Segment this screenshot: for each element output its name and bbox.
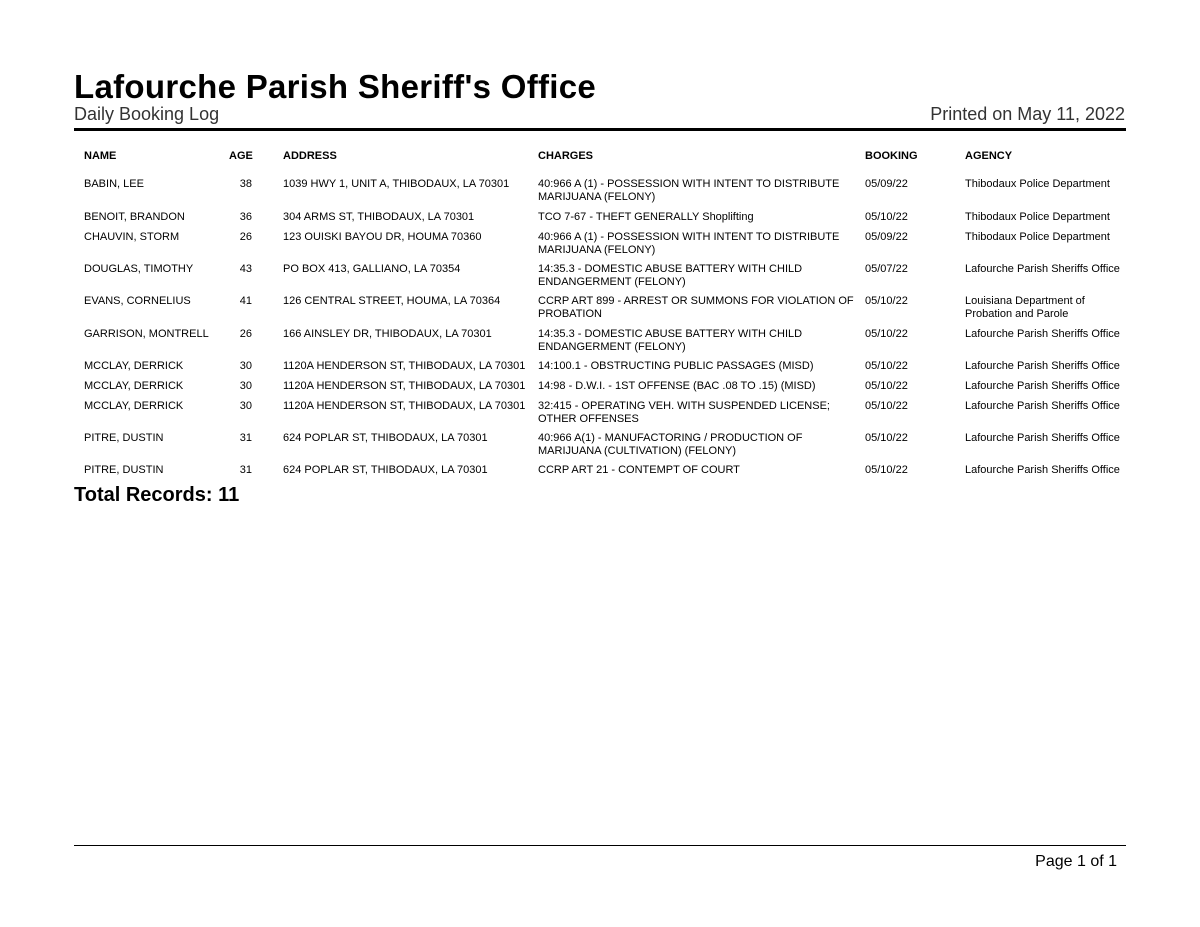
table-header xyxy=(0,150,1200,180)
cell-agency: Lafourche Parish Sheriffs Office xyxy=(965,432,1120,444)
cell-age: 30 xyxy=(239,360,252,372)
cell-booking: 05/10/22 xyxy=(865,432,908,444)
cell-name: MCCLAY, DERRICK xyxy=(84,380,184,392)
cell-agency: Lafourche Parish Sheriffs Office xyxy=(965,263,1120,275)
cell-age: 41 xyxy=(239,295,252,307)
table-row xyxy=(0,295,1200,325)
column-header-booking: BOOKING xyxy=(865,150,918,162)
cell-name: MCCLAY, DERRICK xyxy=(84,400,184,412)
cell-agency: Lafourche Parish Sheriffs Office xyxy=(965,464,1120,476)
column-header-agency: AGENCY xyxy=(965,150,1013,162)
cell-booking: 05/10/22 xyxy=(865,211,908,223)
cell-agency: Lafourche Parish Sheriffs Office xyxy=(965,380,1120,392)
table-row xyxy=(0,231,1200,261)
cell-charges: 40:966 A (1) - POSSESSION WITH INTENT TO DISTRIBUTE MARIJUANA (FELONY) xyxy=(538,178,840,203)
page-subtitle: Daily Booking Log xyxy=(74,104,220,124)
cell-agency: Lafourche Parish Sheriffs Office xyxy=(965,360,1120,372)
cell-age: 36 xyxy=(239,211,252,223)
printed-date: Printed on May 11, 2022 xyxy=(930,104,1125,124)
page-title: Lafourche Parish Sheriff's Office xyxy=(74,68,597,105)
cell-age: 38 xyxy=(239,178,252,190)
table-row xyxy=(0,263,1200,293)
cell-charges: CCRP ART 21 - CONTEMPT OF COURT xyxy=(538,464,740,476)
cell-charges: TCO 7-67 - THEFT GENERALLY Shoplifting xyxy=(538,211,754,223)
column-header-address: ADDRESS xyxy=(283,150,337,162)
cell-booking: 05/10/22 xyxy=(865,328,908,340)
table-row xyxy=(0,432,1200,462)
cell-booking: 05/09/22 xyxy=(865,178,908,190)
cell-name: BENOIT, BRANDON xyxy=(84,211,185,223)
cell-charges: 40:966 A(1) - MANUFACTORING / PRODUCTION OF MARIJUANA (CULTIVATION) (FELONY) xyxy=(538,432,803,457)
cell-address: 126 CENTRAL STREET, HOUMA, LA 70364 xyxy=(283,295,501,307)
cell-address: 1120A HENDERSON ST, THIBODAUX, LA 70301 xyxy=(283,360,526,372)
cell-age: 31 xyxy=(239,464,252,476)
table-row xyxy=(0,400,1200,430)
cell-age: 26 xyxy=(239,231,252,243)
table-row xyxy=(0,328,1200,358)
cell-booking: 05/10/22 xyxy=(865,360,908,372)
cell-charges: 14:98 - D.W.I. - 1ST OFFENSE (BAC .08 TO .15) (MISD) xyxy=(538,380,816,392)
cell-agency: Thibodaux Police Department xyxy=(965,231,1110,243)
column-header-name: NAME xyxy=(84,150,117,162)
cell-charges: CCRP ART 899 - ARREST OR SUMMONS FOR VIOLATION OF PROBATION xyxy=(538,295,854,320)
cell-booking: 05/10/22 xyxy=(865,400,908,412)
cell-address: 1039 HWY 1, UNIT A, THIBODAUX, LA 70301 xyxy=(283,178,510,190)
cell-address: 1120A HENDERSON ST, THIBODAUX, LA 70301 xyxy=(283,380,526,392)
cell-name: PITRE, DUSTIN xyxy=(84,432,164,444)
cell-address: PO BOX 413, GALLIANO, LA 70354 xyxy=(283,263,461,275)
cell-name: BABIN, LEE xyxy=(84,178,144,190)
cell-charges: 40:966 A (1) - POSSESSION WITH INTENT TO DISTRIBUTE MARIJUANA (FELONY) xyxy=(538,231,840,256)
cell-charges: 14:35.3 - DOMESTIC ABUSE BATTERY WITH CHILD ENDANGERMENT (FELONY) xyxy=(538,328,803,353)
cell-address: 624 POPLAR ST, THIBODAUX, LA 70301 xyxy=(283,464,488,476)
cell-name: GARRISON, MONTRELL xyxy=(84,328,209,340)
cell-charges: 32:415 - OPERATING VEH. WITH SUSPENDED LICENSE; OTHER OFFENSES xyxy=(538,400,830,425)
footer-rule xyxy=(74,845,1126,846)
cell-address: 624 POPLAR ST, THIBODAUX, LA 70301 xyxy=(283,432,488,444)
cell-agency: Lafourche Parish Sheriffs Office xyxy=(965,328,1120,340)
cell-booking: 05/09/22 xyxy=(865,231,908,243)
page-number: Page 1 of 1 xyxy=(1035,853,1117,870)
cell-agency: Lafourche Parish Sheriffs Office xyxy=(965,400,1120,412)
table-row xyxy=(0,178,1200,208)
cell-agency: Thibodaux Police Department xyxy=(965,178,1110,190)
total-records: Total Records: 11 xyxy=(74,484,240,506)
cell-name: DOUGLAS, TIMOTHY xyxy=(84,263,194,275)
cell-booking: 05/10/22 xyxy=(865,295,908,307)
cell-charges: 14:35.3 - DOMESTIC ABUSE BATTERY WITH CHILD ENDANGERMENT (FELONY) xyxy=(538,263,803,288)
cell-name: EVANS, CORNELIUS xyxy=(84,295,191,307)
column-header-charges: CHARGES xyxy=(538,150,594,162)
column-header-age: AGE xyxy=(229,150,253,162)
cell-age: 26 xyxy=(239,328,252,340)
cell-address: 166 AINSLEY DR, THIBODAUX, LA 70301 xyxy=(283,328,492,340)
cell-age: 30 xyxy=(239,380,252,392)
cell-address: 1120A HENDERSON ST, THIBODAUX, LA 70301 xyxy=(283,400,526,412)
cell-agency: Thibodaux Police Department xyxy=(965,211,1110,223)
cell-address: 304 ARMS ST, THIBODAUX, LA 70301 xyxy=(283,211,475,223)
cell-booking: 05/10/22 xyxy=(865,380,908,392)
cell-name: CHAUVIN, STORM xyxy=(84,231,180,243)
header-rule xyxy=(74,128,1126,131)
cell-agency: Louisiana Department of Probation and Parole xyxy=(965,295,1085,320)
cell-age: 30 xyxy=(239,400,252,412)
cell-name: PITRE, DUSTIN xyxy=(84,464,164,476)
cell-booking: 05/10/22 xyxy=(865,464,908,476)
cell-age: 31 xyxy=(239,432,252,444)
cell-booking: 05/07/22 xyxy=(865,263,908,275)
cell-charges: 14:100.1 - OBSTRUCTING PUBLIC PASSAGES (MISD) xyxy=(538,360,814,372)
cell-address: 123 OUISKI BAYOU DR, HOUMA 70360 xyxy=(283,231,482,243)
cell-name: MCCLAY, DERRICK xyxy=(84,360,184,372)
cell-age: 43 xyxy=(239,263,252,275)
